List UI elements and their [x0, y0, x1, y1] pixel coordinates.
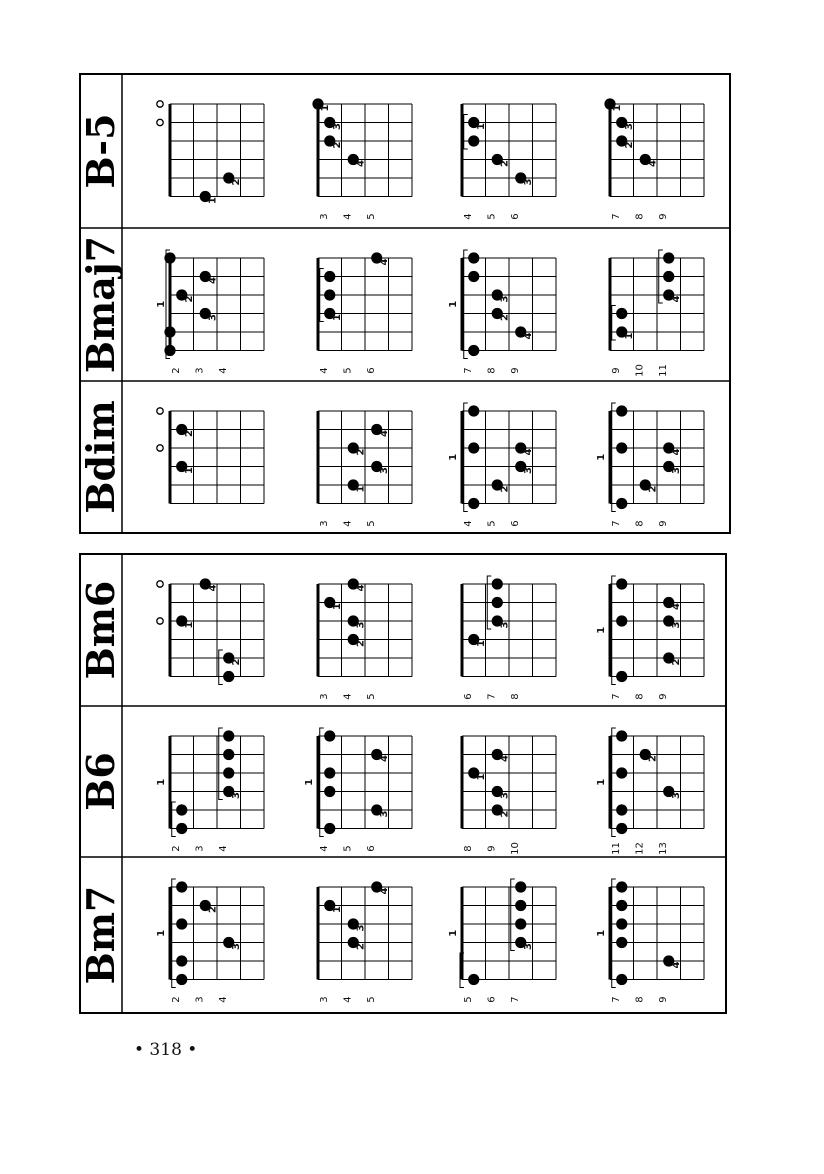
finger-number: 3	[230, 792, 242, 799]
finger-number: 2	[183, 295, 195, 303]
finger-dot	[492, 597, 503, 608]
fret-position-number: 8	[634, 693, 646, 700]
finger-dot	[616, 442, 627, 453]
barre-bracket	[612, 403, 616, 512]
finger-dot	[324, 289, 335, 300]
fret-position-number: 3	[194, 996, 206, 1003]
fret-position-number: 3	[318, 213, 330, 220]
barre-bracket	[219, 650, 223, 685]
finger-dot	[515, 900, 526, 911]
fret-position-number: 5	[486, 213, 498, 220]
fret-position-number: 7	[610, 213, 622, 220]
finger-dot	[468, 135, 479, 146]
open-string-marker	[157, 581, 163, 587]
fret-position-number: 4	[217, 367, 229, 374]
finger-number: 2	[499, 485, 511, 493]
barre-bracket	[511, 879, 515, 951]
finger-number: 3	[623, 123, 635, 130]
barre-bracket	[172, 802, 176, 837]
finger-number: 2	[183, 430, 195, 437]
finger-dot	[663, 252, 674, 263]
fret-position-number: 2	[170, 845, 182, 852]
fret-position-number: 6	[462, 693, 474, 700]
barre-bracket	[612, 879, 616, 988]
fret-position-number: 8	[462, 845, 474, 852]
finger-dot	[616, 405, 627, 416]
fret-position-number: 8	[509, 693, 521, 700]
fret-position-number: 5	[365, 520, 377, 527]
finger-number: 2	[670, 658, 682, 666]
finger-dot	[616, 804, 627, 815]
finger-dot	[468, 405, 479, 416]
finger-dot	[663, 271, 674, 282]
finger-dot	[616, 671, 627, 682]
chord-diagram	[157, 578, 264, 684]
fret-position-number: 4	[342, 693, 354, 700]
fret-position-number: 4	[342, 520, 354, 527]
fret-position-number: 4	[342, 996, 354, 1003]
finger-number: 3	[499, 295, 511, 303]
fret-position-number: 4	[318, 367, 330, 374]
finger-number: 2	[647, 485, 659, 493]
fret-position-number: 9	[657, 693, 669, 700]
finger-number: 4	[378, 755, 390, 762]
fret-position-number: 9	[657, 996, 669, 1003]
finger-number: 1	[320, 104, 331, 112]
finger-dot	[164, 252, 175, 263]
open-string-marker	[157, 119, 163, 125]
fret-position-number: 7	[610, 693, 622, 700]
finger-number: 3	[378, 467, 390, 474]
finger-number: 3	[670, 792, 682, 799]
finger-number: 2	[499, 160, 511, 167]
fret-position-number: 7	[610, 996, 622, 1003]
finger-number: 3	[230, 943, 242, 950]
chord-diagram	[462, 104, 556, 220]
finger-number: 4	[499, 755, 511, 762]
chord-diagram	[462, 576, 556, 700]
fret-position-number: 5	[342, 845, 354, 852]
chord-diagram	[318, 411, 412, 527]
finger-dot	[468, 345, 479, 356]
chord-name: Bm7	[78, 885, 123, 985]
barre-bracket	[612, 728, 616, 837]
finger-dot	[616, 308, 627, 319]
finger-dot	[616, 900, 627, 911]
finger-dot	[616, 823, 627, 834]
finger-dot	[468, 974, 479, 985]
chord-name: Bmaj7	[78, 235, 123, 374]
chord-diagram	[596, 879, 704, 1003]
finger-dot	[176, 804, 187, 815]
finger-dot	[324, 823, 335, 834]
finger-number: 2	[230, 178, 242, 186]
open-string-marker	[157, 445, 163, 451]
barre-finger-number: 1	[448, 453, 459, 461]
finger-number: 3	[522, 178, 534, 186]
barre-finger-number: 1	[596, 929, 607, 937]
finger-number: 1	[183, 467, 195, 474]
fret-position-number: 7	[509, 996, 521, 1003]
finger-dot	[616, 937, 627, 948]
chord-diagram	[318, 252, 412, 373]
fret-position-number: 5	[365, 693, 377, 700]
chord-diagram	[448, 403, 556, 527]
open-string-marker	[157, 618, 163, 624]
finger-number: 3	[499, 621, 511, 629]
barre-finger-number: 1	[304, 778, 315, 786]
fret-position-number: 5	[486, 520, 498, 527]
finger-dot	[468, 271, 479, 282]
barre-bracket	[219, 728, 223, 800]
finger-number: 4	[522, 448, 534, 456]
barre-bracket	[464, 115, 468, 150]
fret-position-number: 13	[657, 842, 669, 855]
finger-number: 3	[378, 810, 390, 818]
finger-number: 2	[355, 943, 367, 950]
fret-position-number: 6	[509, 520, 521, 527]
finger-number: 1	[331, 314, 343, 321]
fret-position-number: 2	[170, 367, 182, 374]
finger-dot	[616, 578, 627, 589]
finger-number: 4	[670, 603, 682, 610]
finger-number: 2	[331, 141, 343, 149]
fret-position-number: 3	[318, 520, 330, 527]
finger-dot	[616, 615, 627, 626]
finger-dot	[492, 578, 503, 589]
finger-number: 2	[647, 755, 659, 762]
finger-number: 1	[183, 621, 195, 629]
barre-finger-number: 1	[448, 929, 459, 937]
finger-dot	[515, 918, 526, 929]
fret-position-number: 5	[365, 996, 377, 1003]
barre-bracket	[172, 879, 176, 988]
barre-finger-number: 1	[596, 778, 607, 786]
page-number: • 318 •	[134, 1040, 198, 1060]
finger-dot	[468, 252, 479, 263]
finger-number: 3	[522, 467, 534, 474]
fret-position-number: 9	[657, 520, 669, 527]
finger-number: 3	[522, 943, 534, 950]
chord-diagram	[610, 250, 704, 377]
finger-number: 3	[670, 467, 682, 474]
chord-diagram	[318, 881, 412, 1002]
fret-position-number: 6	[365, 845, 377, 852]
finger-number: 3	[331, 123, 343, 130]
fret-position-number: 7	[486, 693, 498, 700]
finger-number: 2	[230, 658, 242, 666]
chord-table-2	[78, 554, 726, 1013]
fret-position-number: 4	[462, 520, 474, 527]
fret-position-number: 8	[634, 520, 646, 527]
finger-number: 2	[499, 314, 511, 321]
fret-position-number: 5	[365, 213, 377, 220]
finger-number: 4	[522, 332, 534, 340]
chord-diagram	[156, 879, 264, 1003]
finger-dot	[324, 730, 335, 741]
fret-position-number: 5	[342, 367, 354, 374]
barre-finger-number: 1	[156, 300, 167, 308]
finger-number: 1	[623, 332, 635, 340]
finger-dot	[223, 749, 234, 760]
finger-dot	[324, 271, 335, 282]
finger-number: 1	[475, 640, 487, 647]
fret-position-number: 3	[194, 367, 206, 374]
finger-number: 1	[475, 123, 487, 130]
finger-number: 1	[207, 197, 219, 204]
fret-position-number: 9	[486, 845, 498, 852]
barre-bracket	[612, 576, 616, 685]
finger-number: 3	[670, 621, 682, 629]
finger-number: 2	[623, 141, 635, 149]
finger-dot	[223, 767, 234, 778]
finger-number: 4	[207, 584, 219, 592]
finger-number: 4	[647, 160, 659, 167]
barre-finger-number: 1	[596, 453, 607, 461]
finger-dot	[176, 881, 187, 892]
finger-number: 1	[331, 906, 343, 913]
chord-diagram	[156, 728, 264, 852]
finger-number: 2	[207, 906, 219, 913]
fret-position-number: 5	[462, 996, 474, 1003]
chord-diagram	[157, 408, 264, 504]
fret-position-number: 11	[610, 842, 622, 855]
chord-diagram	[448, 250, 556, 374]
finger-number: 4	[355, 584, 367, 592]
chord-diagram	[462, 736, 556, 855]
chord-name: B6	[78, 752, 123, 811]
finger-dot	[468, 442, 479, 453]
fret-position-number: 4	[318, 845, 330, 852]
finger-dot	[616, 974, 627, 985]
finger-number: 3	[355, 924, 367, 932]
finger-dot	[176, 918, 187, 929]
finger-number: 2	[499, 810, 511, 818]
fret-position-number: 7	[462, 367, 474, 374]
finger-dot	[468, 498, 479, 509]
fret-position-number: 11	[657, 364, 669, 377]
fret-position-number: 6	[509, 213, 521, 220]
chord-name: Bdim	[78, 400, 123, 514]
open-string-marker	[157, 101, 163, 107]
finger-dot	[324, 767, 335, 778]
fret-position-number: 7	[610, 520, 622, 527]
finger-number: 4	[378, 430, 390, 437]
finger-number: 4	[670, 295, 682, 303]
fret-position-number: 10	[509, 842, 521, 855]
finger-number: 4	[355, 160, 367, 167]
finger-number: 1	[475, 773, 487, 781]
finger-dot	[616, 730, 627, 741]
finger-number: 4	[378, 258, 390, 266]
chord-diagram	[156, 250, 264, 374]
fret-position-number: 2	[170, 996, 182, 1003]
finger-dot	[223, 671, 234, 682]
chord-name: B-5	[78, 113, 123, 189]
fret-position-number: 9	[657, 213, 669, 220]
chord-diagram	[312, 98, 412, 219]
fret-position-number: 6	[486, 996, 498, 1003]
finger-number: 4	[670, 961, 682, 969]
fret-position-number: 4	[217, 845, 229, 852]
finger-number: 1	[612, 104, 623, 112]
fret-position-number: 3	[318, 996, 330, 1003]
fret-position-number: 10	[634, 364, 646, 377]
finger-number: 4	[378, 887, 390, 895]
fret-position-number: 4	[217, 996, 229, 1003]
chord-name: Bm6	[78, 580, 123, 680]
barre-bracket	[612, 306, 616, 341]
chord-diagram	[304, 728, 412, 852]
fret-position-number: 8	[486, 367, 498, 374]
fret-position-number: 4	[462, 213, 474, 220]
finger-dot	[176, 823, 187, 834]
finger-dot	[176, 955, 187, 966]
finger-dot	[176, 974, 187, 985]
finger-number: 2	[355, 640, 367, 647]
finger-number: 4	[207, 277, 219, 284]
finger-dot	[616, 881, 627, 892]
chord-diagram	[157, 101, 264, 204]
finger-dot	[616, 918, 627, 929]
chord-diagram	[604, 98, 704, 219]
chord-diagram	[318, 578, 412, 699]
chord-diagram	[596, 403, 704, 527]
finger-dot	[223, 730, 234, 741]
finger-number: 1	[355, 485, 367, 493]
barre-bracket	[464, 250, 468, 359]
fret-position-number: 9	[509, 367, 521, 374]
barre-bracket	[320, 728, 324, 837]
chord-diagram	[596, 728, 704, 855]
finger-dot	[616, 498, 627, 509]
fret-position-number: 8	[634, 213, 646, 220]
fret-position-number: 4	[342, 213, 354, 220]
barre-finger-number: 1	[596, 626, 607, 634]
finger-dot	[164, 326, 175, 337]
finger-number: 3	[207, 314, 219, 321]
fret-position-number: 3	[194, 845, 206, 852]
chord-diagram	[448, 879, 556, 1003]
fret-position-number: 12	[634, 842, 646, 855]
chord-table-1	[78, 74, 730, 533]
open-string-marker	[157, 408, 163, 414]
fret-position-number: 8	[634, 996, 646, 1003]
fret-position-number: 6	[365, 367, 377, 374]
finger-dot	[515, 881, 526, 892]
barre-finger-number: 1	[448, 300, 459, 308]
finger-dot	[616, 767, 627, 778]
barre-finger-number: 1	[156, 929, 167, 937]
chord-diagram	[596, 576, 704, 700]
barre-finger-number: 1	[156, 778, 167, 786]
barre-bracket	[464, 403, 468, 512]
finger-number: 4	[670, 448, 682, 456]
fret-position-number: 3	[318, 693, 330, 700]
fret-position-number: 9	[610, 367, 622, 374]
finger-number: 2	[355, 448, 367, 456]
finger-dot	[164, 345, 175, 356]
finger-number: 1	[331, 603, 343, 610]
finger-number: 3	[355, 621, 367, 629]
finger-dot	[324, 786, 335, 797]
finger-number: 3	[499, 792, 511, 799]
